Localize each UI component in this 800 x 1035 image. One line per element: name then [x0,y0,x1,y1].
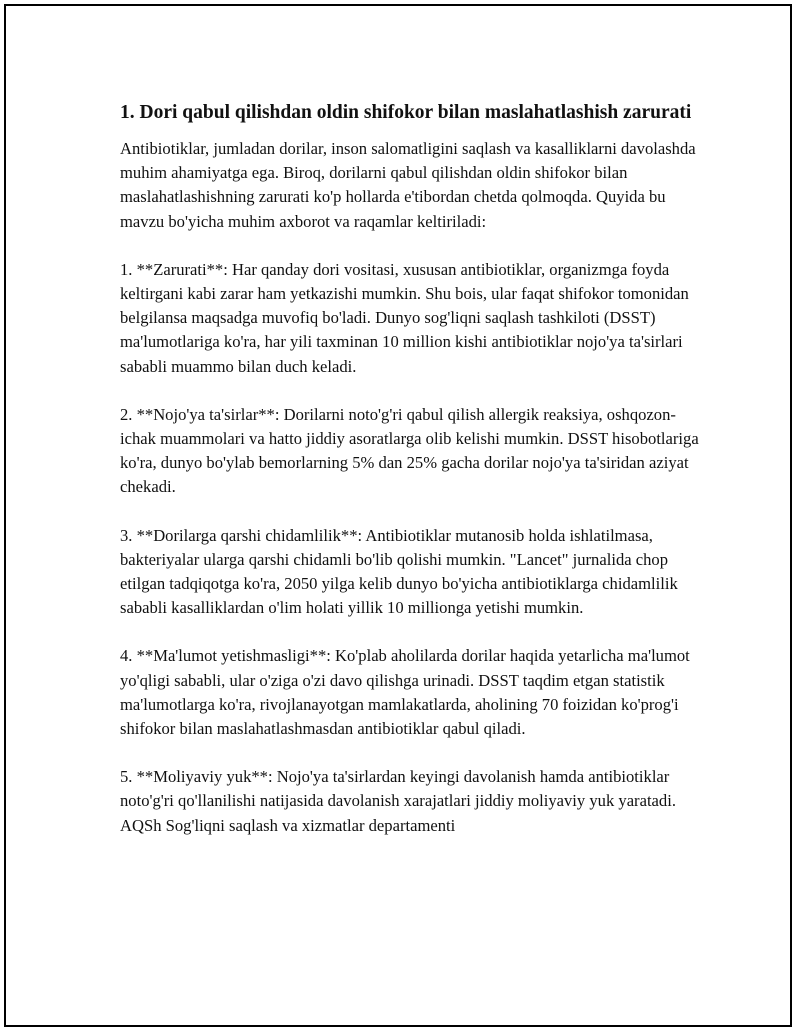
intro-paragraph: Antibiotiklar, jumladan dorilar, inson salomatligini saqlash va kasalliklarni davolashda muhim ahamiyatga ega. Biroq, dorilarni qabul qilishdan oldin shifokor bilan maslahatlashishning zarurati ko'p hollarda e'tibordan chetda qolmoqda. Quyida bu mavzu bo'yicha muhim axborot va raqamlar keltiriladi: [120,139,696,231]
page-frame [4,4,792,1027]
paragraph-resistance: 3. **Dorilarga qarshi chidamlilik**: Antibiotiklar mutanosib holda ishlatilmasa, bakteriyalar ularga qarshi chidamli bo'lib qolishi mumkin. "Lancet" jurnalida chop etilgan tadqiqotga ko'ra, 2050 yilga kelib dunyo bo'yicha antibiotiklarga chidamlilik sababli kasalliklardan o'lim holati yillik 10 millionga yetishi mumkin. [120,525,678,618]
paragraph-financial-burden: 5. **Moliyaviy yuk**: Nojo'ya ta'sirlardan keyingi davolanish hamda antibiotiklar noto'g'ri qo'llanilishi natijasida davolanish xarajatlari jiddiy moliyaviy yuk yaratadi. AQSh Sog'liqni saqlash va xizmatlar departamenti [120,767,676,835]
document-body [120,99,700,862]
document-title: 1. Dori qabul qilishdan oldin shifokor bilan maslahatlashish zarurati [120,102,692,123]
paragraph-side-effects: 2. **Nojo'ya ta'sirlar**: Dorilarni noto'g'ri qabul qilish allergik reaksiya, oshqozon-ichak muammolari va hatto jiddiy asoratlarga olib kelishi mumkin. DSST hisobotlariga ko'ra, dunyo bo'ylab bemorlarning 5% dan 25% gacha dorilar nojo'ya ta'siridan aziyat chekadi. [120,404,699,497]
paragraph-necessity: 1. **Zarurati**: Har qanday dori vositasi, xususan antibiotiklar, organizmga foyda keltirgani kabi zarar ham yetkazishi mumkin. Shu bois, ular faqat shifokor tomonidan belgilansa maqsadga muvofiq bo'ladi. Dunyo sog'liqni saqlash tashkiloti (DSST) ma'lumotlariga ko'ra, har yili taxminan 10 million kishi antibiotiklar nojo'ya ta'sirlari sababli muammo bilan duch keladi. [120,259,689,376]
paragraph-lack-of-information: 4. **Ma'lumot yetishmasligi**: Ko'plab aholilarda dorilar haqida yetarlicha ma'lumot yo'qligi sababli, ular o'ziga o'zi davo qilishga urinadi. DSST taqdim etgan statistik ma'lumotlarga ko'ra, rivojlanayotgan mamlakatlarda, aholining 70 foizidan ko'prog'i shifokor bilan maslahatlashmasdan antibiotiklar qabul qiladi. [120,646,690,739]
